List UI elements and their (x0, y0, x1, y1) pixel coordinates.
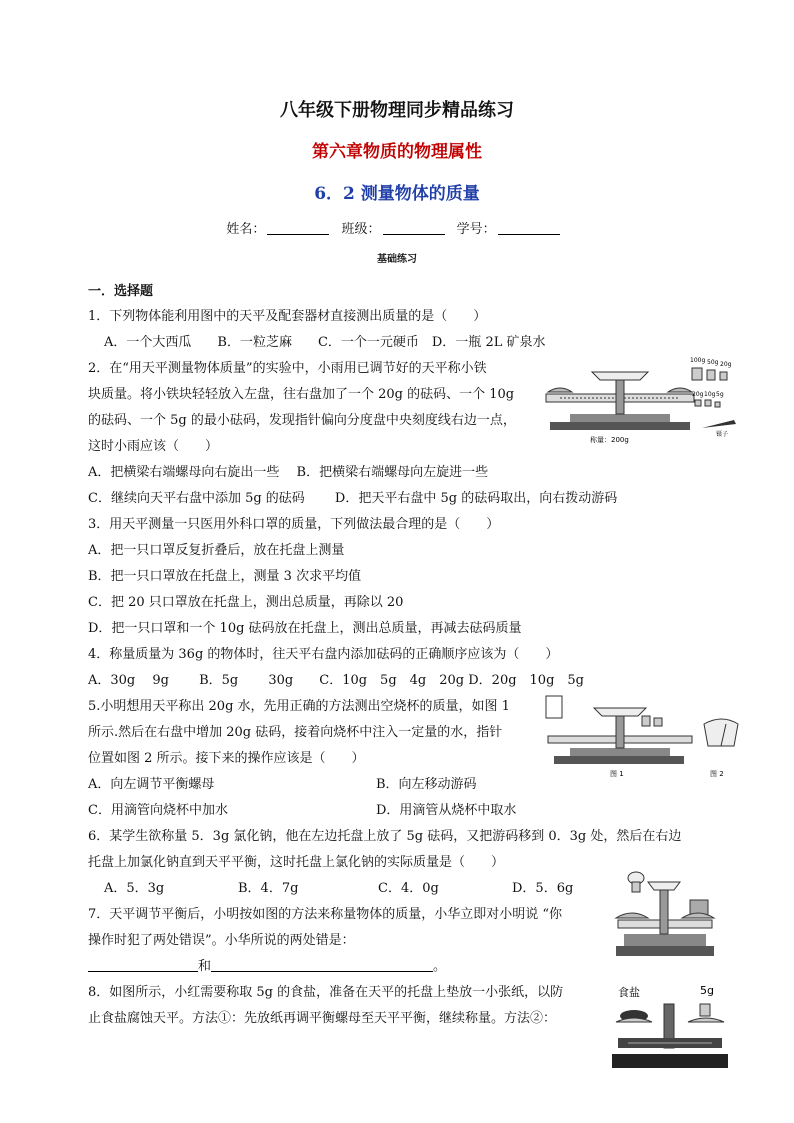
q5-fig1-label: 图 1 (610, 770, 624, 778)
q7-answer-blank-2[interactable] (211, 959, 433, 972)
q2-weight-100: 100g (690, 357, 706, 364)
q2-options-cd: C．继续向天平右盘中添加 5g 的砝码 D．把天平右盘中 5g 的砝码取出，向右拨动游码 (88, 491, 618, 506)
q3-option-c: C．把 20 只口罩放在托盘上，测出总质量，再除以 20 (88, 595, 404, 610)
q6-option-b: B．4．7g (238, 881, 299, 896)
q8-line-2: 止食盐腐蚀天平。方法①：先放纸再调平衡螺母至天平平衡，继续称量。方法②： (88, 1011, 557, 1026)
weight-set-icon (692, 368, 736, 428)
beaker-balance-icon (546, 696, 692, 764)
q8-weight-label: 5g (700, 984, 714, 997)
q5-fig2-label: 图 2 (710, 770, 724, 778)
q3-option-b: B．把一只口罩放在托盘上，测量 3 次求平均值 (88, 569, 362, 584)
document-title: 八年级下册物理同步精品练习 (280, 100, 514, 121)
q7-line-2: 操作时犯了两处错误”。小华所说的两处错是： (88, 933, 355, 948)
class-blank[interactable] (383, 221, 445, 235)
q2-line-1: 2．在“用天平测量物体质量”的实验中，小雨用已调节好的天平称小铁 (88, 361, 487, 376)
q7-end: 。 (433, 959, 447, 974)
hand-weighing-icon (616, 872, 714, 956)
q2-line-3: 的砝码、一个 5g 的最小砝码，发现指针偏向分度盘中央刻度线右边一点， (88, 413, 516, 428)
balance-scale-icon (546, 372, 694, 430)
name-blank[interactable] (267, 221, 329, 235)
q6-option-c: C．4．0g (378, 881, 439, 896)
q4-stem: 4．称量质量为 36g 的物体时，往天平右盘内添加砝码的正确顺序应该为（ ） (88, 647, 559, 662)
q7-answer-line (88, 955, 446, 974)
q6-option-d: D．5．6g (512, 881, 574, 896)
q3-stem: 3．用天平测量一只医用外科口罩的质量，下列做法最合理的是（ ） (88, 517, 500, 532)
q6-line-2: 托盘上加氯化钠直到天平平衡，这时托盘上氯化钠的实际质量是（ ） (88, 855, 505, 870)
q2-options-ab: A．把横梁右端螺母向右旋出一些 B．把横梁右端螺母向左旋进一些 (88, 465, 489, 480)
q7-balance-figure (610, 866, 720, 962)
section-heading: 一．选择题 (88, 284, 154, 299)
q3-option-a: A．把一只口罩反复折叠后，放在托盘上测量 (88, 543, 345, 558)
practice-subtitle: 基础练习 (377, 254, 417, 265)
pointer-scale-icon (704, 719, 738, 746)
id-label: 学号： (456, 222, 496, 237)
q2-weight-20a: 20g (720, 361, 732, 368)
q7-and: 和 (198, 959, 212, 974)
q5-option-d: D．用滴管从烧杯中取水 (376, 803, 517, 818)
q2-balance-figure (540, 352, 740, 448)
q5-line-2: 所示.然后在右盘中增加 20g 砝码，接着向烧杯中注入一定量的水，指针 (88, 725, 503, 740)
q5-balance-figure (540, 694, 740, 780)
q2-weight-50: 50g (707, 359, 719, 366)
q5-option-a: A．向左调节平衡螺母 (88, 777, 215, 792)
chapter-title: 第六章物质的物理属性 (312, 142, 482, 162)
q2-weight-20b: 20g (692, 391, 704, 398)
q2-line-4: 这时小雨应该（ ） (88, 439, 219, 454)
q5-option-c: C．用滴管向烧杯中加水 (88, 803, 228, 818)
q6-line-1: 6．某学生欲称量 5．3g 氯化钠，他在左边托盘上放了 5g 砝码，又把游码移到 0．3g 处，然后在右边 (88, 829, 682, 844)
q5-line-3: 位置如图 2 所示。接下来的操作应该是（ ） (88, 751, 365, 766)
q5-line-1: 5.小明想用天平称出 20g 水，先用正确的方法测出空烧杯的质量，如图 1 (88, 699, 510, 714)
student-info-line (0, 218, 794, 237)
q2-fig-caption: 称量：200g (590, 436, 629, 444)
q8-line-1: 8．如图所示，小红需要称取 5g 的食盐，准备在天平的托盘上垫放一小张纸，以防 (88, 985, 564, 1000)
q2-weight-5: 5g (716, 391, 724, 398)
q3-option-d: D．把一只口罩和一个 10g 砝码放在托盘上，测出总质量，再减去砝码质量 (88, 621, 522, 636)
q7-answer-blank-1[interactable] (88, 959, 198, 972)
q5-option-b: B．向左移动游码 (376, 777, 477, 792)
q6-option-a: A．5．3g (104, 881, 165, 896)
q1-stem: 1．下列物体能利用图中的天平及配套器材直接测出质量的是（ ） (88, 309, 487, 324)
salt-balance-icon (612, 1004, 728, 1068)
q2-line-2: 块质量。将小铁块轻轻放入左盘，往右盘加了一个 20g 的砝码、一个 10g (88, 387, 515, 402)
q2-weight-10: 10g (704, 391, 716, 398)
q4-options: A．30g 9g B．5g 30g C．10g 5g 4g 20g D．20g 10g 5g (88, 673, 584, 688)
q8-balance-figure (608, 982, 732, 1074)
class-label: 班级： (341, 222, 381, 237)
section-title: 6．2 测量物体的质量 (314, 184, 480, 204)
id-blank[interactable] (498, 221, 560, 235)
q7-line-1: 7．天平调节平衡后，小明按如图的方法来称量物体的质量，小华立即对小明说 “你 (88, 907, 563, 922)
q8-salt-label: 食盐 (618, 986, 640, 999)
q1-options: A．一个大西瓜 B．一粒芝麻 C．一个一元硬币 D．一瓶 2L 矿泉水 (104, 335, 546, 350)
name-label: 姓名： (226, 222, 266, 237)
q2-tweezers-label: 镊子 (716, 431, 729, 438)
